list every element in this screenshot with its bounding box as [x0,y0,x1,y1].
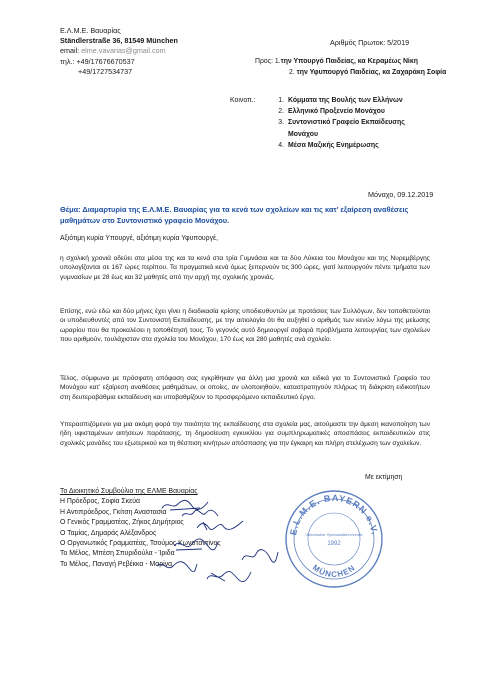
board-member: Το Μέλος, Παναγή Ρεβέκκα - Μαρίνα [60,560,173,568]
stamp-inner-text: Griechischer Gymnasiallehrerverein [305,533,363,537]
signature-member-1 [155,560,199,572]
board-heading: Το Διοικητικό Συμβούλιο της ΕΛΜΕ Βαυαρίας [60,488,198,495]
recipient-2 [255,68,446,79]
cc-item-text: Μέσα Μαζικής Ενημέρωσης [288,141,379,149]
greeting: Αξιότιμη κυρία Υπουργέ, αξιότιμη κυρία Υφυπουργέ, [60,235,219,242]
closing: Με εκτίμηση [365,474,403,481]
body-paragraph: Επίσης, ενώ εδώ και δύο μήνες έχει γίνει η διαδικασία κρίσης υποδιευθυντών με προτάσεις των Συλλόγων, δεν τοποθετούνται οι υποδιευθυντές από τον Συντονιστή Εκπαίδευσης, με την αιτιολογία ότι θα αυξηθεί ο αριθμός των κενών λόγω της μείωσης ωραρίου που θα προκαλέσει η τοποθέτησή τους. Το γεγονός αυτό δημιουργεί σοβαρά προβλήματα λειτουργίας των σχολείων που αριθμούν, τουλάχιστον στα σχολεία του Μονάχου, 170 έως και 280 μαθητές ανά σχολείο. [60,308,430,344]
cc-item [230,106,405,117]
cc-item-text: Μονάχου [288,130,318,138]
recipient-2-text: την Υφυπουργό Παιδείας, κα Ζαχαράκη Σοφία [296,68,447,76]
board-member: Η Πρόεδρος, Σοφία Σκεύα [60,498,140,506]
sender-email-row [60,46,260,56]
cc-item-num: 4. [278,141,284,149]
body-paragraph: η σχολική χρονιά οδεύει στα μέσα της και τα κενά στα τρία Γυμνάσια και τα δύο Λύκεια του Μονάχου και της Νυρεμβέργης υπολογίζονται σε 167 ώρες περίπου. Τα πραγματικά κενά όμως ξεπερνούν τις 300 ώρες, γιατί λειτουργούν πέντε τμήματα των γυμνασίων με 28 έως και 32 μαθητές από την αρχή της σχολικής χρονιάς. [60,255,430,281]
recipient-1 [255,57,446,68]
signature-organizing-secretary [240,548,280,564]
cc-item-text: Συντονιστικό Γραφείο Εκπαίδευσης [288,119,405,127]
svg-text:MÜNCHEN [311,563,357,579]
protocol-number: Αριθμός Πρωτοκ: 5/2019 [330,38,410,47]
cc-item-text: Ελληνικό Προξενείο Μονάχου [288,108,385,116]
cc-item [230,129,405,140]
recipient-1-num: 1. [274,58,281,65]
cc-item-num: 2. [278,108,284,116]
cc-list [230,95,405,151]
association-stamp [282,487,386,591]
board-member: Ο Γενικός Γραμματέας, Ζήκος Δημήτριος [60,519,184,527]
sender-org: Ε.Λ.Μ.Ε. Βαυαρίας [60,26,121,35]
sender-address: Ständlerstraße 36, 81549 München [60,36,178,46]
signature-member-2 [205,569,253,583]
svg-text:E.L.M.E. BAYERN e.V. [288,493,380,536]
board-member: Ο Οργανωτικός Γραμματέας, Τσούμος Κωνσταντίνος [60,540,221,548]
stamp-city: MÜNCHEN [310,562,358,580]
cc-item-text: Κόμματα της Βουλής των Ελλήνων [288,97,403,104]
body-paragraph: Υπερασπιζόμενοι για μια ακόμη φορά την ποιότητα της εκπαίδευσης στα σχολεία μας, αιτούμαστε την άμεση ικανοποίηση των ήδη υφισταμένων αιτήσεων παράτασης, τη δημοσίευση εγκυκλίου για συμπληρωματικές αποσπάσεις εκπαιδευτικών στις σχολικές μονάδες του εξωτερικού και τη θέσπιση κινήτρων απόσπασης για την έγκαιρη και πλήρη στελέχωση των σχολείων. [60,421,430,447]
board-member: Το Μέλος, Μπέση Σπυριδούλα - Ίριδα [60,550,175,558]
recipient-1-text: την Υπουργό Παιδείας, κα Κεραμέως Νίκη [280,58,418,65]
signature-treasurer [172,538,220,552]
cc-label: Κοινοπ.: [230,97,256,104]
cc-item-num: 1. [278,97,284,104]
email-label: email: [60,46,80,56]
cc-item [230,95,405,106]
cc-item-num: 3. [278,119,284,127]
sender-block [60,26,260,77]
sender-email[interactable]: elme.vavarias@gmail.com [81,46,166,56]
board-member: Ο Ταμίας, Δημαράς Αλέξανδρος [60,529,157,537]
stamp-year: 1992 [327,541,341,547]
sender-phone-1: τηλ.: +49/17676670537 [60,56,135,66]
stamp-outer-text: E.L.M.E. BAYERN e.V. [288,492,380,537]
board-member: Η Αντιπρόεδρος, Γκίτση Αναστασία [60,508,167,516]
body-paragraph: Τέλος, σύμφωνα με πρόσφατη απόφαση σας εγκρίθηκαν για άλλη μια χρονιά και ειδικά για το Συντονιστικό Γραφείο του Μονάχου κατ’ εξαίρεση αναθέσεις μαθημάτων, οι οποίες, αν υλοποιηθούν, καταστρατηγούν πλήρως τη διάκριση ειδικοτήτων στη δευτεροβάθμια εκπαίδευση και υποβαθμίζουν το προσφερόμενο εκπαιδευτικό έργο. [60,375,430,401]
sender-phone-2: +49/1727534737 [78,66,133,76]
signature-general-secretary [195,518,245,532]
cc-item-num [270,129,288,140]
cc-item [230,117,405,128]
subject-line: Θέμα: Διαμαρτυρία της Ε.Λ.Μ.Ε. Βαυαρίας για τα κενά των σχολείων και τις κατ’ εξαίρεση αναθέσεις μαθημάτων στο Συντονιστικό γραφείο Μονάχου. [60,205,409,225]
letter-date: Μόναχο, 09.12.2019 [368,190,434,199]
recipients [255,57,446,78]
recipient-2-num: 2. [289,68,295,76]
to-label: Προς: [255,58,273,65]
cc-item [230,140,405,151]
